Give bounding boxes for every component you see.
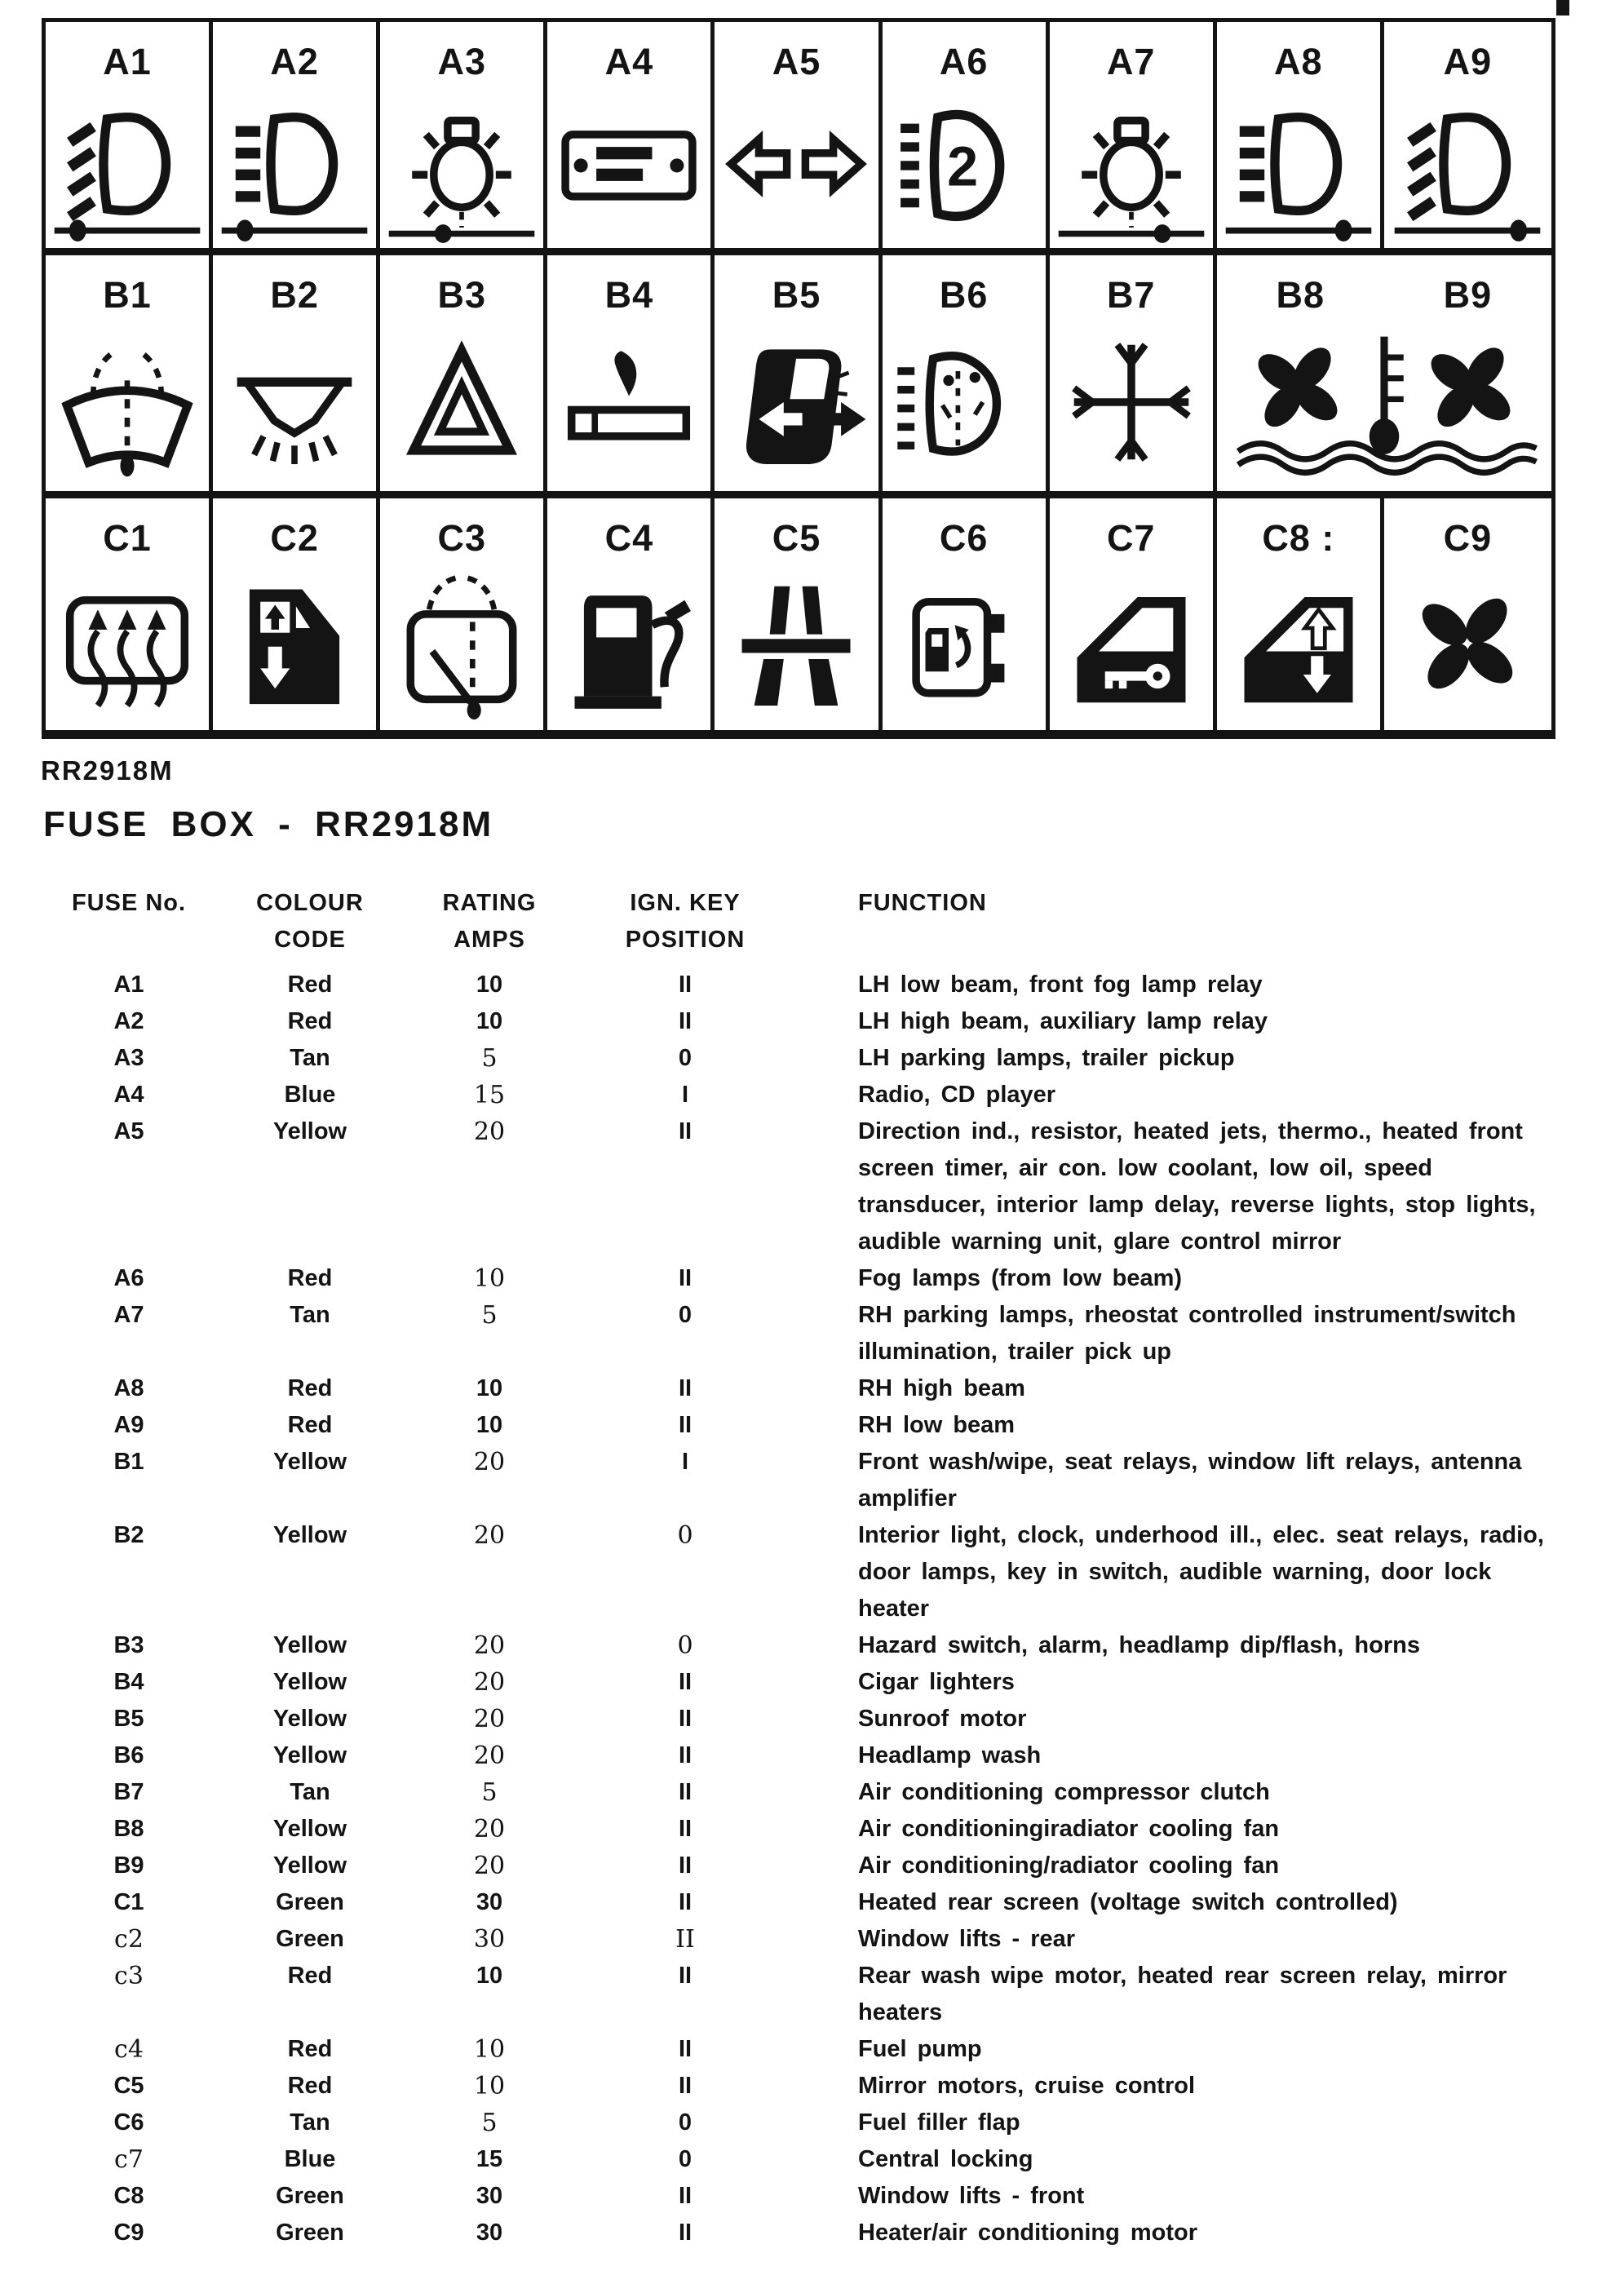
radio-icon <box>547 80 710 248</box>
fuse-rating-amps: 5 <box>481 1301 498 1330</box>
fuse-colour-code: Yellow <box>272 1706 347 1732</box>
fuse-function: RH parking lamps, rheostat controlled instrument/switch illumination, trailer pick up <box>858 1302 1516 1365</box>
fuse-function: Headlamp wash <box>858 1742 1042 1768</box>
fuse-table-row <box>0 1921 1624 1958</box>
fuse-label: A2 <box>270 41 319 82</box>
rh-low-beam-icon <box>1384 80 1551 248</box>
headlamp-wash-icon <box>883 313 1046 491</box>
fuse-number: A9 <box>113 1412 144 1438</box>
fuse-rating-amps: 20 <box>473 1742 506 1770</box>
fuse-label: C2 <box>270 517 319 559</box>
header-amps: AMPS <box>454 927 525 953</box>
fuse-cell-b6 <box>883 255 1050 491</box>
fuse-row-c <box>46 498 1551 730</box>
fuse-cell-a9 <box>1384 22 1551 248</box>
sunroof-icon <box>715 313 878 491</box>
fuse-table-row <box>0 1077 1624 1113</box>
parking-lamp-icon <box>380 80 543 248</box>
fuse-number: B8 <box>113 1816 144 1842</box>
ignition-key-position: II <box>678 1742 693 1768</box>
fuse-cell-a8 <box>1217 22 1384 248</box>
fuse-table-row <box>0 1370 1624 1407</box>
fuse-label: C9 <box>1443 517 1493 559</box>
ignition-key-position: II <box>678 1779 693 1805</box>
fuse-table-row <box>0 1297 1624 1370</box>
fuse-number: A6 <box>113 1265 144 1291</box>
fuse-rating-amps: 30 <box>476 2183 503 2209</box>
fuse-table-row <box>0 1811 1624 1848</box>
fuse-cell-c7 <box>1050 498 1217 730</box>
fuse-colour-code: Yellow <box>272 1522 347 1548</box>
fuse-row-b <box>46 255 1551 498</box>
fuse-function: Interior light, clock, underhood ill., elec. seat relays, radio, door lamps, key in switch, audible warning, door lock heater <box>858 1522 1544 1622</box>
fuse-label: A6 <box>939 41 989 82</box>
header-rating: RATING <box>442 890 537 916</box>
ignition-key-position: II <box>678 1963 693 1989</box>
fuse-function: Air conditioning compressor clutch <box>858 1779 1270 1805</box>
fuse-function: Heated rear screen (voltage switch controlled) <box>858 1889 1398 1915</box>
fuse-label: B3 <box>437 274 487 316</box>
fuse-rating-amps: 10 <box>476 1375 503 1401</box>
fuse-cell-c1 <box>46 498 213 730</box>
fuse-number: A7 <box>113 1302 144 1328</box>
fuse-number: A3 <box>113 1045 144 1071</box>
fuse-function: RH low beam <box>858 1412 1016 1438</box>
fuse-number: B3 <box>113 1632 144 1658</box>
page-title: FUSE BOX - RR2918M <box>43 804 494 844</box>
fuse-cell-b7 <box>1050 255 1217 491</box>
fuse-rating-amps: 10 <box>473 2035 506 2064</box>
parking-lamp-icon <box>1050 80 1213 248</box>
fuse-table-row <box>0 1040 1624 1077</box>
fuse-rating-amps: 30 <box>473 1925 506 1954</box>
fuse-table-row <box>0 1260 1624 1297</box>
ignition-key-position: II <box>678 1412 693 1438</box>
fuse-function: Fog lamps (from low beam) <box>858 1265 1183 1291</box>
ignition-key-position: II <box>678 1669 693 1695</box>
ignition-key-position: 0 <box>678 1302 693 1328</box>
lh-high-beam-icon <box>213 80 376 248</box>
windscreen-wash-wipe-icon <box>46 313 209 491</box>
fuse-colour-code: Yellow <box>272 1816 347 1842</box>
fuse-rating-amps: 20 <box>473 1852 506 1880</box>
fuse-label: A7 <box>1106 41 1156 82</box>
fuse-function: Rear wash wipe motor, heated rear screen relay, mirror heaters <box>858 1963 1507 2025</box>
fuse-label: A8 <box>1274 41 1323 82</box>
fuse-function: Window lifts - front <box>858 2183 1085 2209</box>
fuse-rating-amps: 5 <box>481 1778 498 1807</box>
fuse-table-row <box>0 1407 1624 1444</box>
ignition-key-position: II <box>678 1008 693 1034</box>
fuel-pump-icon <box>547 556 710 730</box>
fuse-rating-amps: 10 <box>476 1008 503 1034</box>
rear-window-lift-icon <box>213 556 376 730</box>
fuse-cell-a1 <box>46 22 213 248</box>
fuse-function: Mirror motors, cruise control <box>858 2073 1196 2099</box>
fuse-rating-amps: 20 <box>473 1631 506 1660</box>
fuse-function: Air conditioningiradiator cooling fan <box>858 1816 1280 1842</box>
fuse-rating-amps: 10 <box>473 2072 506 2100</box>
header-position: POSITION <box>625 927 746 953</box>
fuse-table-row <box>0 1003 1624 1040</box>
fuse-rating-amps: 20 <box>473 1815 506 1844</box>
fuse-number: A8 <box>113 1375 144 1401</box>
fuse-cell-c3 <box>380 498 547 730</box>
fuse-cell-c5 <box>715 498 882 730</box>
fuse-colour-code: Tan <box>290 1779 330 1805</box>
ignition-key-position: II <box>678 1889 693 1915</box>
fuse-label: B7 <box>1106 274 1156 316</box>
fuse-table-row <box>0 2215 1624 2251</box>
fuse-cell-b5 <box>715 255 882 491</box>
fuse-number: c3 <box>114 1962 144 1990</box>
fuse-rating-amps: 20 <box>473 1521 506 1550</box>
fuse-table-row <box>0 1774 1624 1811</box>
rear-wash-wipe-icon <box>380 556 543 730</box>
ignition-key-position: II <box>678 1852 693 1879</box>
fuse-colour-code: Yellow <box>272 1632 347 1658</box>
ignition-key-position: II <box>678 972 693 998</box>
fuse-label: B6 <box>939 274 989 316</box>
fuse-table <box>0 885 1624 2251</box>
fuse-table-row <box>0 1113 1624 1260</box>
fuse-cell-c2 <box>213 498 380 730</box>
fuse-cell-b4 <box>547 255 715 491</box>
fuse-table-row <box>0 1627 1624 1664</box>
fuse-colour-code: Green <box>276 2183 344 2209</box>
fuse-table-row <box>0 1737 1624 1774</box>
front-window-lift-icon <box>1217 556 1380 730</box>
fuse-cell-b3 <box>380 255 547 491</box>
fuse-rating-amps: 15 <box>473 1081 506 1109</box>
fuse-table-row <box>0 1664 1624 1701</box>
cooling-fans-thermometer-icon <box>1217 313 1551 491</box>
fuse-table-row <box>0 2068 1624 2105</box>
fuse-number: C5 <box>113 2073 144 2099</box>
fuse-colour-code: Green <box>276 1926 344 1952</box>
fuse-number: A4 <box>113 1082 144 1108</box>
ignition-key-position: II <box>678 2036 693 2062</box>
ignition-key-position: II <box>678 1118 693 1144</box>
fuse-function: LH high beam, auxiliary lamp relay <box>858 1008 1268 1034</box>
fuse-label: A1 <box>103 41 152 82</box>
header-function: FUNCTION <box>858 890 987 916</box>
fuse-box-diagram <box>42 18 1555 739</box>
fuse-number: C8 <box>113 2183 144 2209</box>
fuse-function: RH high beam <box>858 1375 1025 1401</box>
lh-low-beam-icon <box>46 80 209 248</box>
fuse-label: A3 <box>437 41 487 82</box>
fuse-number: C9 <box>113 2220 144 2246</box>
fuse-function: Window lifts - rear <box>858 1926 1076 1952</box>
fuse-table-row <box>0 1884 1624 1921</box>
heated-rear-screen-icon <box>46 556 209 730</box>
fuse-colour-code: Tan <box>290 1045 330 1071</box>
fuse-table-row <box>0 1444 1624 1517</box>
fuse-number: B5 <box>113 1706 144 1732</box>
fuse-cell-a5 <box>715 22 882 248</box>
ignition-key-position: 0 <box>677 1631 693 1660</box>
figure-reference: RR2918M <box>41 755 174 786</box>
fuse-rating-amps: 5 <box>481 2109 498 2137</box>
fuse-label: A4 <box>604 41 654 82</box>
fuse-number: A2 <box>113 1008 144 1034</box>
fuse-rating-amps: 20 <box>473 1668 506 1697</box>
air-conditioning-snowflake-icon <box>1050 313 1213 491</box>
fuse-function: Heater/air conditioning motor <box>858 2220 1198 2246</box>
header-fuse-no: FUSE No. <box>71 890 187 916</box>
hazard-warning-icon <box>380 313 543 491</box>
ignition-key-position: II <box>678 1706 693 1732</box>
fuse-cell-c9 <box>1384 498 1551 730</box>
fuse-rating-amps: 10 <box>473 1264 506 1293</box>
fuel-filler-flap-icon <box>883 556 1046 730</box>
fuse-table-row <box>0 2031 1624 2068</box>
fuse-table-row <box>0 1517 1624 1627</box>
fuse-cell-b8-b9 <box>1217 255 1551 491</box>
ignition-key-position: I <box>681 1082 689 1108</box>
fuse-colour-code: Red <box>287 1412 333 1438</box>
fuse-colour-code: Red <box>287 972 333 998</box>
fuse-colour-code: Tan <box>290 1302 330 1328</box>
fuse-number: c2 <box>114 1925 144 1954</box>
fuse-label: B5 <box>772 274 821 316</box>
motorway-icon <box>715 556 878 730</box>
fuse-function: Cigar lighters <box>858 1669 1015 1695</box>
fuse-colour-code: Red <box>287 1008 333 1034</box>
fuse-number: A1 <box>113 972 144 998</box>
fuse-colour-code: Yellow <box>272 1669 347 1695</box>
fuse-rating-amps: 20 <box>473 1448 506 1476</box>
fuse-colour-code: Red <box>287 1265 333 1291</box>
fuse-label: B2 <box>270 274 319 316</box>
fuse-colour-code: Green <box>276 2220 344 2246</box>
fuse-number: C6 <box>113 2109 144 2136</box>
fuse-colour-code: Red <box>287 2036 333 2062</box>
direction-indicators-icon <box>715 80 878 248</box>
fuse-number: B6 <box>113 1742 144 1768</box>
fuse-function: Central locking <box>858 2146 1033 2172</box>
central-locking-icon <box>1050 556 1213 730</box>
fuse-cell-a3 <box>380 22 547 248</box>
fuse-cell-c8 <box>1217 498 1384 730</box>
fuse-function: Fuel filler flap <box>858 2109 1020 2136</box>
fuse-table-row <box>0 1848 1624 1884</box>
fuse-rating-amps: 10 <box>476 1412 503 1438</box>
fuse-cell-b1 <box>46 255 213 491</box>
ignition-key-position: II <box>678 1265 693 1291</box>
fuse-label: B1 <box>103 274 152 316</box>
fuse-table-rows <box>0 967 1624 2251</box>
fuse-rating-amps: 30 <box>476 1889 503 1915</box>
ignition-key-position: II <box>678 1375 693 1401</box>
fuse-function: Direction ind., resistor, heated jets, thermo., heated front screen timer, air con. low coolant, low oil, speed transducer, interior lamp delay, reverse lights, stop lights, audible warning unit, glare control mirror <box>858 1118 1536 1255</box>
ignition-key-position: 0 <box>678 2146 693 2172</box>
fuse-table-row <box>0 967 1624 1003</box>
cigar-lighter-icon <box>547 313 710 491</box>
fuse-label: C6 <box>939 517 989 559</box>
fuse-label: B4 <box>604 274 654 316</box>
fuse-table-row <box>0 2178 1624 2215</box>
table-header-line-2 <box>0 922 1624 958</box>
header-code: CODE <box>274 927 346 953</box>
fuse-label: A5 <box>772 41 821 82</box>
ignition-key-position: II <box>678 1816 693 1842</box>
fuse-label: C5 <box>772 517 821 559</box>
fuse-label: C3 <box>437 517 487 559</box>
fuse-number: B4 <box>113 1669 144 1695</box>
fuse-colour-code: Yellow <box>272 1449 347 1475</box>
fuse-label: C8 : <box>1262 517 1335 559</box>
fuse-function: Hazard switch, alarm, headlamp dip/flash, horns <box>858 1632 1420 1658</box>
scan-corner-mark <box>1556 0 1569 15</box>
fuse-function: Fuel pump <box>858 2036 982 2062</box>
fuse-cell-a2 <box>213 22 380 248</box>
fuse-table-row <box>0 2141 1624 2178</box>
fuse-table-row <box>0 2105 1624 2141</box>
fuse-number: C1 <box>113 1889 144 1915</box>
fuse-function: Front wash/wipe, seat relays, window lift relays, antenna amplifier <box>858 1449 1522 1512</box>
header-colour: COLOUR <box>256 890 364 916</box>
svg-text:2: 2 <box>946 135 978 198</box>
heater-fan-icon <box>1384 556 1551 730</box>
fuse-colour-code: Yellow <box>272 1118 347 1144</box>
fuse-number: B2 <box>113 1522 144 1548</box>
fuse-number: c7 <box>114 2145 144 2174</box>
fuse-label: C4 <box>604 517 654 559</box>
rh-high-beam-icon <box>1217 80 1380 248</box>
fuse-rating-amps: 20 <box>473 1118 506 1146</box>
fuse-cell-c4 <box>547 498 715 730</box>
fuse-colour-code: Red <box>287 1375 333 1401</box>
fuse-number: c4 <box>114 2035 144 2064</box>
fuse-colour-code: Red <box>287 2073 333 2099</box>
ignition-key-position: II <box>678 2073 693 2099</box>
ignition-key-position: II <box>678 2183 693 2209</box>
fog-lamp-icon <box>883 80 1046 248</box>
fuse-rating-amps: 20 <box>473 1705 506 1733</box>
fuse-rating-amps: 10 <box>476 1963 503 1989</box>
fuse-number: B7 <box>113 1779 144 1805</box>
fuse-cell-b2 <box>213 255 380 491</box>
fuse-table-row <box>0 1958 1624 2031</box>
fuse-rating-amps: 10 <box>476 972 503 998</box>
fuse-colour-code: Green <box>276 1889 344 1915</box>
interior-light-icon <box>213 313 376 491</box>
fuse-colour-code: Tan <box>290 2109 330 2136</box>
fuse-rating-amps: 30 <box>476 2220 503 2246</box>
fuse-number: B1 <box>113 1449 144 1475</box>
fuse-label-pair <box>1217 274 1551 316</box>
ignition-key-position: II <box>675 1925 695 1954</box>
ignition-key-position: 0 <box>678 2109 693 2136</box>
fuse-cell-a6 <box>883 22 1050 248</box>
header-ign-key: IGN. KEY <box>630 890 741 916</box>
fuse-function: Radio, CD player <box>858 1082 1056 1108</box>
fuse-label: A9 <box>1443 41 1493 82</box>
fuse-rating-amps: 5 <box>481 1044 498 1073</box>
ignition-key-position: 0 <box>678 1045 693 1071</box>
fuse-label: B8 <box>1276 274 1325 316</box>
fuse-row-a <box>46 22 1551 255</box>
fuse-number: A5 <box>113 1118 144 1144</box>
fuse-function: Air conditioning/radiator cooling fan <box>858 1852 1280 1879</box>
fuse-colour-code: Blue <box>284 1082 336 1108</box>
fuse-colour-code: Yellow <box>272 1852 347 1879</box>
fuse-colour-code: Red <box>287 1963 333 1989</box>
fuse-label: C1 <box>103 517 152 559</box>
fuse-table-row <box>0 1701 1624 1737</box>
fuse-function: Sunroof motor <box>858 1706 1027 1732</box>
ignition-key-position: 0 <box>677 1521 693 1550</box>
fuse-rating-amps: 15 <box>476 2146 503 2172</box>
fuse-label: B9 <box>1443 274 1493 316</box>
ignition-key-position: II <box>678 2220 693 2246</box>
fuse-function: LH parking lamps, trailer pickup <box>858 1045 1235 1071</box>
ignition-key-position: I <box>681 1449 689 1475</box>
fuse-cell-c6 <box>883 498 1050 730</box>
fuse-colour-code: Blue <box>284 2146 336 2172</box>
fuse-label: C7 <box>1106 517 1156 559</box>
table-header-line-1 <box>0 885 1624 922</box>
fuse-function: LH low beam, front fog lamp relay <box>858 972 1263 998</box>
fuse-cell-a4 <box>547 22 715 248</box>
fuse-cell-a7 <box>1050 22 1217 248</box>
fuse-number: B9 <box>113 1852 144 1879</box>
fuse-colour-code: Yellow <box>272 1742 347 1768</box>
